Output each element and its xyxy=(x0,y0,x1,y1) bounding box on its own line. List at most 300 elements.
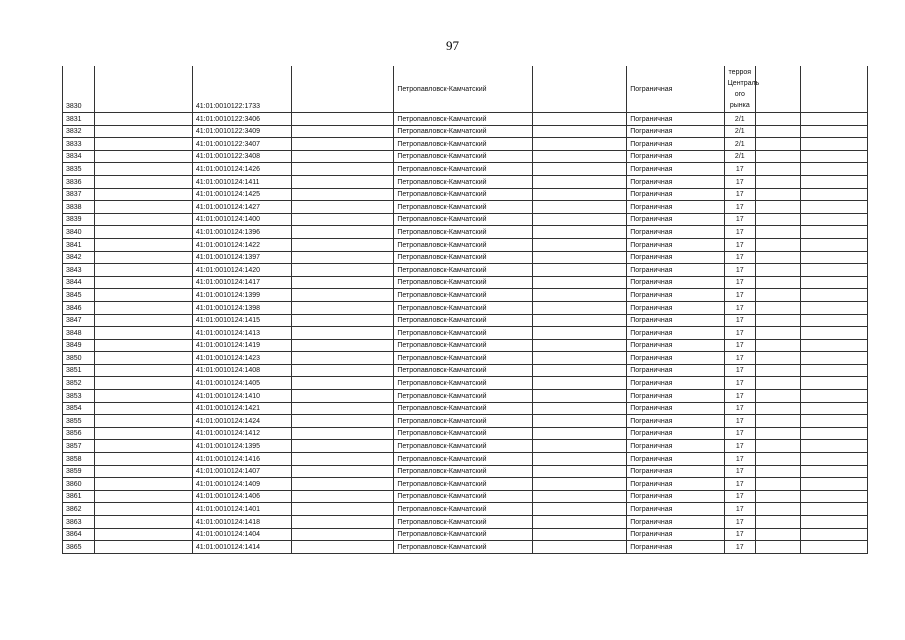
street: Пограничная xyxy=(627,301,724,314)
row-number: 3841 xyxy=(63,238,95,251)
location-note xyxy=(724,66,760,113)
table-row xyxy=(63,314,868,327)
house-number: 17 xyxy=(724,528,755,541)
table-body xyxy=(63,66,868,553)
row-number: 3847 xyxy=(63,314,95,327)
page-number: 97 xyxy=(446,38,459,53)
empty-cell xyxy=(800,66,867,113)
table-row xyxy=(63,352,868,365)
house-number: 17 xyxy=(724,301,755,314)
empty-cell xyxy=(755,541,800,554)
empty-cell xyxy=(800,314,867,327)
cadastral-number: 41:01:0010124:1395 xyxy=(192,440,292,453)
city: Петропавловск-Камчатский xyxy=(394,427,533,440)
table-row xyxy=(63,339,868,352)
row-number: 3864 xyxy=(63,528,95,541)
empty-cell xyxy=(292,440,394,453)
street: Пограничная xyxy=(627,339,724,352)
empty-cell xyxy=(292,478,394,491)
city: Петропавловск-Камчатский xyxy=(394,276,533,289)
empty-cell xyxy=(533,478,627,491)
empty-cell xyxy=(755,251,800,264)
cadastral-number: 41:01:0010122:3408 xyxy=(192,150,292,163)
table-row xyxy=(63,503,868,516)
city: Петропавловск-Камчатский xyxy=(394,138,533,151)
empty-cell xyxy=(95,364,192,377)
row-number: 3863 xyxy=(63,516,95,529)
empty-cell xyxy=(95,125,192,138)
empty-cell xyxy=(533,453,627,466)
house-number: 17 xyxy=(724,163,755,176)
empty-cell xyxy=(95,440,192,453)
table-row xyxy=(63,175,868,188)
empty-cell xyxy=(533,503,627,516)
row-number: 3832 xyxy=(63,125,95,138)
street: Пограничная xyxy=(627,516,724,529)
empty-cell xyxy=(95,528,192,541)
row-number: 3845 xyxy=(63,289,95,302)
street: Пограничная xyxy=(627,490,724,503)
city: Петропавловск-Камчатский xyxy=(394,314,533,327)
cadastral-number: 41:01:0010124:1414 xyxy=(192,541,292,554)
empty-cell xyxy=(800,238,867,251)
street: Пограничная xyxy=(627,528,724,541)
table-row xyxy=(63,465,868,478)
street: Пограничная xyxy=(627,264,724,277)
empty-cell xyxy=(800,276,867,289)
house-number: 17 xyxy=(724,314,755,327)
empty-cell xyxy=(533,276,627,289)
empty-cell xyxy=(533,390,627,403)
house-number: 17 xyxy=(724,503,755,516)
table-row xyxy=(63,390,868,403)
cadastral-number: 41:01:0010124:1407 xyxy=(192,465,292,478)
row-number: 3852 xyxy=(63,377,95,390)
city: Петропавловск-Камчатский xyxy=(394,175,533,188)
empty-cell xyxy=(800,390,867,403)
empty-cell xyxy=(755,276,800,289)
house-number: 2/1 xyxy=(724,138,755,151)
city: Петропавловск-Камчатский xyxy=(394,352,533,365)
row-number: 3853 xyxy=(63,390,95,403)
city: Петропавловск-Камчатский xyxy=(394,301,533,314)
city: Петропавловск-Камчатский xyxy=(394,327,533,340)
empty-cell xyxy=(533,339,627,352)
street: Пограничная xyxy=(627,427,724,440)
empty-cell xyxy=(800,478,867,491)
empty-cell xyxy=(292,66,394,113)
empty-cell xyxy=(755,289,800,302)
house-number: 17 xyxy=(724,226,755,239)
row-number: 3836 xyxy=(63,175,95,188)
empty-cell xyxy=(95,226,192,239)
cadastral-number: 41:01:0010124:1397 xyxy=(192,251,292,264)
empty-cell xyxy=(533,541,627,554)
empty-cell xyxy=(755,390,800,403)
empty-cell xyxy=(292,516,394,529)
empty-cell xyxy=(533,188,627,201)
house-number: 17 xyxy=(724,213,755,226)
empty-cell xyxy=(755,226,800,239)
table-row xyxy=(63,427,868,440)
city: Петропавловск-Камчатский xyxy=(394,478,533,491)
empty-cell xyxy=(95,213,192,226)
empty-cell xyxy=(533,251,627,264)
cadastral-number: 41:01:0010124:1420 xyxy=(192,264,292,277)
empty-cell xyxy=(755,352,800,365)
empty-cell xyxy=(800,226,867,239)
street: Пограничная xyxy=(627,213,724,226)
house-number: 2/1 xyxy=(724,113,755,126)
street: Пограничная xyxy=(627,66,724,113)
empty-cell xyxy=(95,163,192,176)
street: Пограничная xyxy=(627,478,724,491)
empty-cell xyxy=(533,377,627,390)
city: Петропавловск-Камчатский xyxy=(394,490,533,503)
note-line: терроя xyxy=(728,69,752,76)
street: Пограничная xyxy=(627,238,724,251)
empty-cell xyxy=(533,238,627,251)
house-number: 17 xyxy=(724,201,755,214)
empty-cell xyxy=(755,478,800,491)
city: Петропавловск-Камчатский xyxy=(394,528,533,541)
empty-cell xyxy=(800,503,867,516)
cadastral-number: 41:01:0010124:1405 xyxy=(192,377,292,390)
empty-cell xyxy=(755,175,800,188)
house-number: 17 xyxy=(724,490,755,503)
empty-cell xyxy=(292,377,394,390)
empty-cell xyxy=(800,150,867,163)
empty-cell xyxy=(533,175,627,188)
house-number: 17 xyxy=(724,516,755,529)
row-number: 3837 xyxy=(63,188,95,201)
empty-cell xyxy=(755,440,800,453)
street: Пограничная xyxy=(627,125,724,138)
empty-cell xyxy=(800,213,867,226)
street: Пограничная xyxy=(627,541,724,554)
city: Петропавловск-Камчатский xyxy=(394,516,533,529)
cadastral-number: 41:01:0010124:1398 xyxy=(192,301,292,314)
empty-cell xyxy=(533,364,627,377)
empty-cell xyxy=(292,465,394,478)
empty-cell xyxy=(533,289,627,302)
table-row xyxy=(63,226,868,239)
cadastral-number: 41:01:0010124:1418 xyxy=(192,516,292,529)
cadastral-number: 41:01:0010124:1406 xyxy=(192,490,292,503)
empty-cell xyxy=(755,188,800,201)
empty-cell xyxy=(755,238,800,251)
empty-cell xyxy=(95,402,192,415)
empty-cell xyxy=(800,364,867,377)
empty-cell xyxy=(95,251,192,264)
empty-cell xyxy=(800,440,867,453)
table-row xyxy=(63,150,868,163)
street: Пограничная xyxy=(627,440,724,453)
empty-cell xyxy=(755,138,800,151)
house-number: 17 xyxy=(724,352,755,365)
house-number: 17 xyxy=(724,188,755,201)
table-row xyxy=(63,201,868,214)
cadastral-number: 41:01:0010122:1733 xyxy=(192,66,292,113)
empty-cell xyxy=(533,415,627,428)
row-number: 3849 xyxy=(63,339,95,352)
empty-cell xyxy=(755,66,800,113)
empty-cell xyxy=(292,163,394,176)
table-row xyxy=(63,301,868,314)
empty-cell xyxy=(533,352,627,365)
city: Петропавловск-Камчатский xyxy=(394,188,533,201)
city: Петропавловск-Камчатский xyxy=(394,415,533,428)
empty-cell xyxy=(95,289,192,302)
cadastral-number: 41:01:0010124:1408 xyxy=(192,364,292,377)
empty-cell xyxy=(292,251,394,264)
row-number: 3856 xyxy=(63,427,95,440)
city: Петропавловск-Камчатский xyxy=(394,402,533,415)
cadastral-number: 41:01:0010124:1419 xyxy=(192,339,292,352)
table-row xyxy=(63,516,868,529)
empty-cell xyxy=(755,150,800,163)
empty-cell xyxy=(800,528,867,541)
table-row xyxy=(63,541,868,554)
table-row xyxy=(63,327,868,340)
table-row xyxy=(63,213,868,226)
empty-cell xyxy=(292,402,394,415)
empty-cell xyxy=(755,163,800,176)
city: Петропавловск-Камчатский xyxy=(394,150,533,163)
cadastral-number: 41:01:0010122:3406 xyxy=(192,113,292,126)
empty-cell xyxy=(533,440,627,453)
cadastral-number: 41:01:0010124:1426 xyxy=(192,163,292,176)
street: Пограничная xyxy=(627,150,724,163)
empty-cell xyxy=(95,339,192,352)
street: Пограничная xyxy=(627,251,724,264)
empty-cell xyxy=(95,453,192,466)
table-row xyxy=(63,415,868,428)
table-row xyxy=(63,478,868,491)
house-number: 17 xyxy=(724,390,755,403)
empty-cell xyxy=(755,314,800,327)
city: Петропавловск-Камчатский xyxy=(394,541,533,554)
empty-cell xyxy=(292,238,394,251)
cadastral-number: 41:01:0010124:1417 xyxy=(192,276,292,289)
empty-cell xyxy=(800,453,867,466)
city: Петропавловск-Камчатский xyxy=(394,213,533,226)
empty-cell xyxy=(800,352,867,365)
house-number: 17 xyxy=(724,415,755,428)
street: Пограничная xyxy=(627,415,724,428)
empty-cell xyxy=(533,427,627,440)
street: Пограничная xyxy=(627,289,724,302)
empty-cell xyxy=(800,427,867,440)
cadastral-number: 41:01:0010122:3409 xyxy=(192,125,292,138)
row-number: 3865 xyxy=(63,541,95,554)
empty-cell xyxy=(800,339,867,352)
row-number: 3835 xyxy=(63,163,95,176)
cadastral-number: 41:01:0010124:1427 xyxy=(192,201,292,214)
row-number: 3839 xyxy=(63,213,95,226)
table-row xyxy=(63,364,868,377)
registry-table xyxy=(62,66,868,554)
empty-cell xyxy=(95,352,192,365)
table-row xyxy=(63,440,868,453)
cadastral-number: 41:01:0010124:1396 xyxy=(192,226,292,239)
empty-cell xyxy=(755,453,800,466)
empty-cell xyxy=(95,276,192,289)
empty-cell xyxy=(755,503,800,516)
city: Петропавловск-Камчатский xyxy=(394,377,533,390)
city: Петропавловск-Камчатский xyxy=(394,364,533,377)
empty-cell xyxy=(755,201,800,214)
city: Петропавловск-Камчатский xyxy=(394,238,533,251)
empty-cell xyxy=(755,264,800,277)
row-number: 3861 xyxy=(63,490,95,503)
empty-cell xyxy=(755,377,800,390)
empty-cell xyxy=(292,125,394,138)
empty-cell xyxy=(755,490,800,503)
table-row xyxy=(63,490,868,503)
row-number: 3843 xyxy=(63,264,95,277)
empty-cell xyxy=(755,301,800,314)
empty-cell xyxy=(292,427,394,440)
street: Пограничная xyxy=(627,276,724,289)
empty-cell xyxy=(533,264,627,277)
house-number: 17 xyxy=(724,440,755,453)
empty-cell xyxy=(95,301,192,314)
empty-cell xyxy=(533,163,627,176)
empty-cell xyxy=(95,327,192,340)
empty-cell xyxy=(292,352,394,365)
cadastral-number: 41:01:0010124:1409 xyxy=(192,478,292,491)
empty-cell xyxy=(533,138,627,151)
table-row xyxy=(63,453,868,466)
row-number: 3848 xyxy=(63,327,95,340)
table-row xyxy=(63,264,868,277)
table-row xyxy=(63,251,868,264)
street: Пограничная xyxy=(627,352,724,365)
city: Петропавловск-Камчатский xyxy=(394,339,533,352)
cadastral-number: 41:01:0010124:1400 xyxy=(192,213,292,226)
empty-cell xyxy=(292,327,394,340)
empty-cell xyxy=(533,125,627,138)
empty-cell xyxy=(292,339,394,352)
empty-cell xyxy=(755,339,800,352)
table-row xyxy=(63,238,868,251)
empty-cell xyxy=(95,150,192,163)
empty-cell xyxy=(95,188,192,201)
empty-cell xyxy=(533,327,627,340)
empty-cell xyxy=(95,503,192,516)
empty-cell xyxy=(755,427,800,440)
empty-cell xyxy=(292,314,394,327)
street: Пограничная xyxy=(627,138,724,151)
empty-cell xyxy=(755,113,800,126)
cadastral-number: 41:01:0010124:1416 xyxy=(192,453,292,466)
empty-cell xyxy=(292,201,394,214)
city: Петропавловск-Камчатский xyxy=(394,226,533,239)
empty-cell xyxy=(292,390,394,403)
empty-cell xyxy=(533,213,627,226)
empty-cell xyxy=(755,465,800,478)
table-row xyxy=(63,138,868,151)
house-number: 17 xyxy=(724,339,755,352)
street: Пограничная xyxy=(627,453,724,466)
house-number: 17 xyxy=(724,264,755,277)
empty-cell xyxy=(292,453,394,466)
cadastral-number: 41:01:0010124:1413 xyxy=(192,327,292,340)
empty-cell xyxy=(292,364,394,377)
empty-cell xyxy=(95,415,192,428)
table-row xyxy=(63,188,868,201)
table-row xyxy=(63,163,868,176)
row-number: 3854 xyxy=(63,402,95,415)
empty-cell xyxy=(800,415,867,428)
empty-cell xyxy=(800,465,867,478)
row-number: 3834 xyxy=(63,150,95,163)
empty-cell xyxy=(533,226,627,239)
house-number: 17 xyxy=(724,478,755,491)
house-number: 17 xyxy=(724,251,755,264)
empty-cell xyxy=(800,188,867,201)
empty-cell xyxy=(95,264,192,277)
empty-cell xyxy=(292,503,394,516)
city: Петропавловск-Камчатский xyxy=(394,113,533,126)
row-number: 3840 xyxy=(63,226,95,239)
empty-cell xyxy=(800,490,867,503)
cadastral-number: 41:01:0010124:1424 xyxy=(192,415,292,428)
empty-cell xyxy=(95,238,192,251)
cadastral-number: 41:01:0010124:1401 xyxy=(192,503,292,516)
empty-cell xyxy=(292,541,394,554)
house-number: 17 xyxy=(724,427,755,440)
empty-cell xyxy=(755,415,800,428)
city: Петропавловск-Камчатский xyxy=(394,440,533,453)
empty-cell xyxy=(755,213,800,226)
empty-cell xyxy=(800,201,867,214)
row-number: 3831 xyxy=(63,113,95,126)
empty-cell xyxy=(533,528,627,541)
empty-cell xyxy=(533,314,627,327)
empty-cell xyxy=(533,66,627,113)
city: Петропавловск-Камчатский xyxy=(394,201,533,214)
empty-cell xyxy=(95,541,192,554)
house-number: 17 xyxy=(724,541,755,554)
empty-cell xyxy=(95,377,192,390)
street: Пограничная xyxy=(627,402,724,415)
city: Петропавловск-Камчатский xyxy=(394,390,533,403)
empty-cell xyxy=(533,490,627,503)
empty-cell xyxy=(292,264,394,277)
empty-cell xyxy=(755,327,800,340)
row-number: 3858 xyxy=(63,453,95,466)
empty-cell xyxy=(292,175,394,188)
street: Пограничная xyxy=(627,175,724,188)
table-row xyxy=(63,113,868,126)
cadastral-number: 41:01:0010124:1410 xyxy=(192,390,292,403)
table-row xyxy=(63,528,868,541)
city: Петропавловск-Камчатский xyxy=(394,66,533,113)
empty-cell xyxy=(533,301,627,314)
city: Петропавловск-Камчатский xyxy=(394,453,533,466)
empty-cell xyxy=(533,113,627,126)
empty-cell xyxy=(800,377,867,390)
row-number: 3842 xyxy=(63,251,95,264)
row-number: 3838 xyxy=(63,201,95,214)
table-row xyxy=(63,402,868,415)
house-number: 17 xyxy=(724,327,755,340)
empty-cell xyxy=(292,188,394,201)
empty-cell xyxy=(95,201,192,214)
empty-cell xyxy=(95,113,192,126)
